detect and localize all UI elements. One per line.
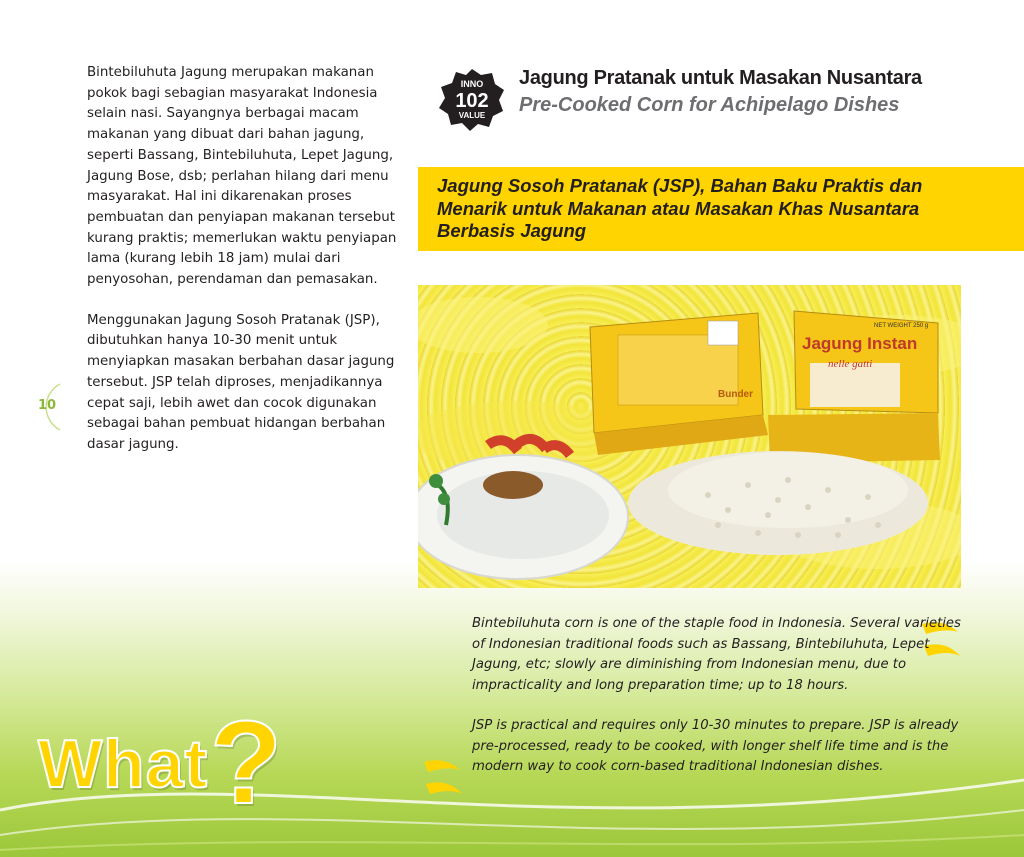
inno-value-badge xyxy=(437,66,507,132)
page-title: Jagung Pratanak untuk Masakan Nusantara xyxy=(519,67,922,89)
right-body-text xyxy=(472,614,972,798)
right-paragraph-1: Bintebiluhuta corn is one of the staple food in Indonesia. Several varieties of Indonesian traditional foods such as Bassang, Bintebiluhuta, Lepet Jagung, etc; slowly are diminishing from Indonesian menu, due to impracticality and long preparation time; up to 18 hours. xyxy=(472,616,961,693)
badge-line1: INNO xyxy=(460,79,484,89)
box-left-label: Bunder xyxy=(718,389,753,400)
what-question-mark: ? xyxy=(210,697,283,829)
what-heading: What xyxy=(38,726,209,802)
badge-line3: VALUE xyxy=(458,111,486,120)
box-right-brand: nelle gatti xyxy=(828,358,873,370)
box-right-label: Jagung Instan xyxy=(802,334,918,353)
product-photo-illustration xyxy=(418,285,961,588)
quote-mark-icon xyxy=(420,752,466,806)
product-box-left xyxy=(590,313,768,455)
headline: Jagung Sosoh Pratanak (JSP), Bahan Baku Praktis dan Menarik untuk Makanan atau Masakan Khas Nusantara Berbasis Jagung xyxy=(437,175,923,241)
left-body-text xyxy=(87,63,397,476)
left-paragraph-2: Menggunakan Jagung Sosoh Pratanak (JSP), dibutuhkan hanya 10-30 menit untuk menyiapkan masakan berbahan dasar jagung tersebut. JSP telah diproses, menjadikannya cepat saji, lebih awet dan cocok digunakan sebagai bahan pembuat hidangan berbahan dasar jagung. xyxy=(87,312,395,452)
left-paragraph-1: Bintebiluhuta Jagung merupakan makanan pokok bagi sebagian masyarakat Indonesia selain nasi. Sayangnya berbagai macam makanan yang dibuat dari bahan jagung, seperti Bassang, Bintebiluhuta, Lepet Jagung, Jagung Bose, dsb; perlahan hilang dari menu masyarakat. Hal ini dikarenakan proses pembuatan dan penyiapan makanan tersebut kurang praktis; memerlukan waktu penyiapan lama (kurang lebih 18 jam) mulai dari penyosohan, perendaman dan pemasakan. xyxy=(87,65,397,288)
right-paragraph-2: JSP is practical and requires only 10-30 minutes to prepare. JSP is already pre-processed, ready to be cooked, with longer shelf life time and is the modern way to cook corn-based traditional Indonesian dishes. xyxy=(472,718,959,774)
badge-line2: 102 xyxy=(455,90,489,112)
box-right-weight: NET WEIGHT 250 g xyxy=(874,323,929,329)
page-number-block xyxy=(8,380,68,434)
product-box-right xyxy=(768,311,940,463)
corn-pile xyxy=(628,451,928,555)
page-subtitle: Pre-Cooked Corn for Achipelago Dishes xyxy=(519,94,900,116)
product-photo xyxy=(418,285,961,588)
page-number: 10 xyxy=(38,398,57,413)
